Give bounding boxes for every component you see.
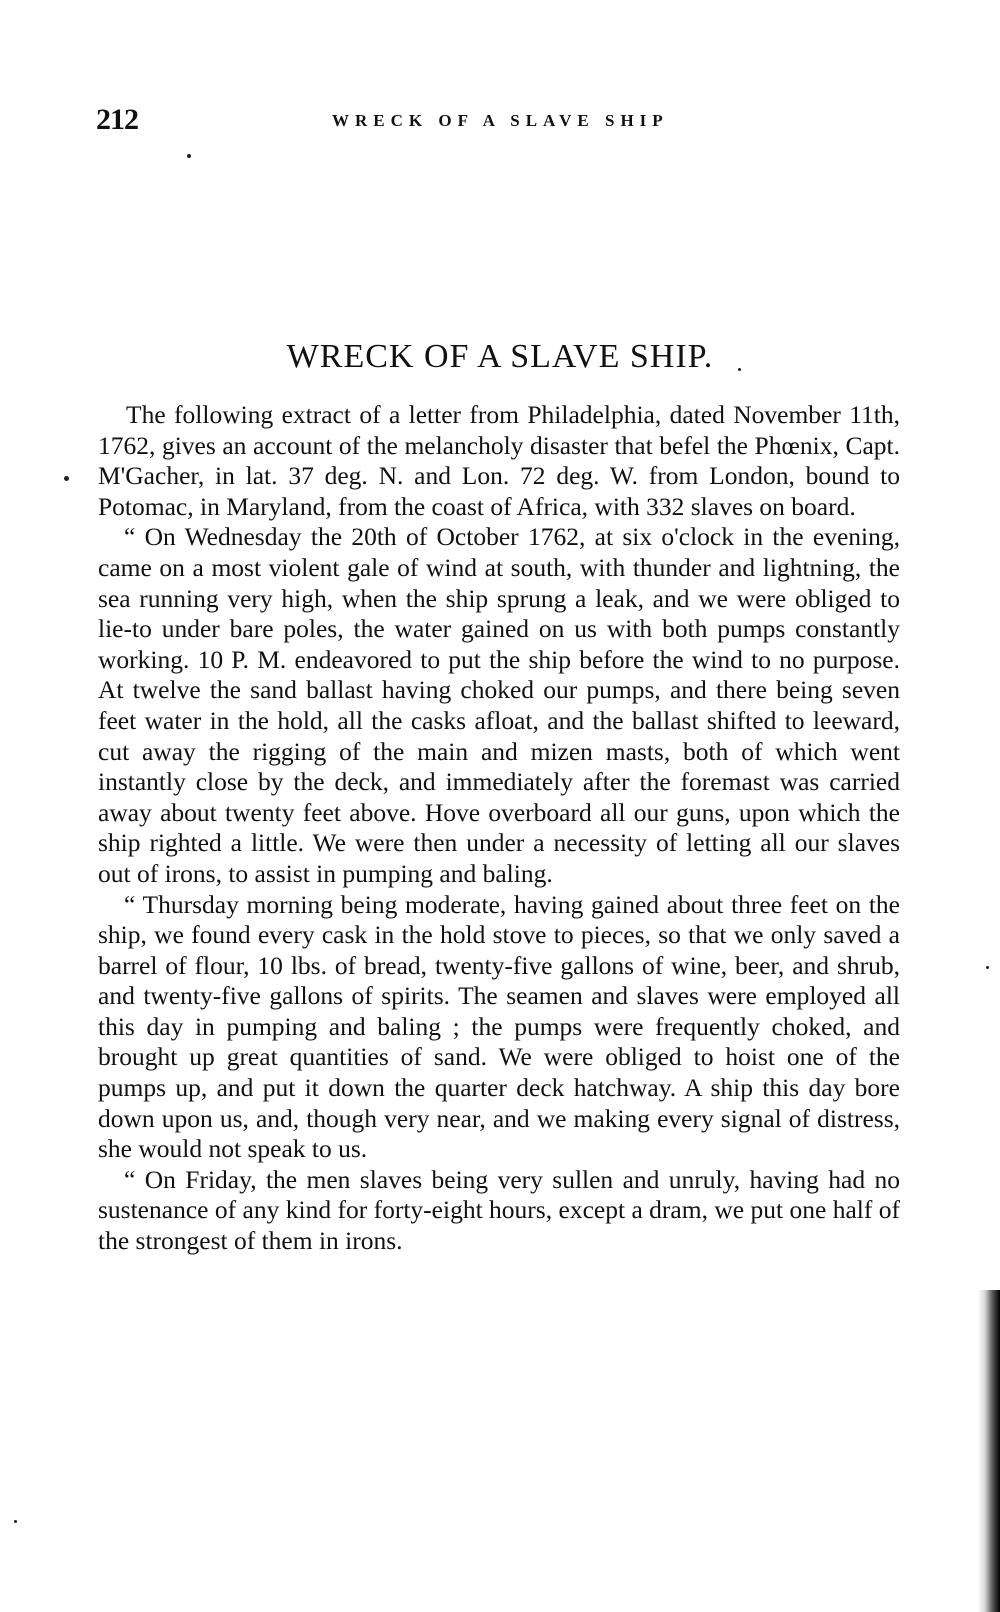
chapter-title: WRECK OF A SLAVE SHIP. xyxy=(286,338,714,375)
paragraph-thursday: “ Thursday morning being moderate, having gained about three feet on the ship, we found every cask in the hold stove to pieces, so that we only saved a barrel of flour, 10 lbs. of bread, twenty-five gallons of wine, beer, and shrub, and twenty-five gallons of spirits. The seamen and slaves were employed all this day in pumping and baling ; the pumps were frequently choked, and brought up great quantities of sand. We were obliged to hoist one of the pumps up, and put it down the quarter deck hatchway. A ship this day bore down upon us, and, though very near, and we making every signal of distress, she would not speak to us. xyxy=(98,889,900,1164)
paragraph-friday: “ On Friday, the men slaves being very sullen and unruly, having had no sustenance of any kind for forty-eight hours, except a dram, we put one half of the strongest of them in irons. xyxy=(98,1164,900,1256)
print-speck xyxy=(187,154,191,158)
print-speck xyxy=(986,966,989,969)
page-edge-shadow xyxy=(978,1290,1000,1612)
paragraph-intro: The following extract of a letter from Philadelphia, dated November 11th, 1762, gives an account of the melancholy disaster that befel the Phœnix, Capt. M'Gacher, in lat. 37 deg. N. and Lon. 72 deg. W. from London, bound to Potomac, in Maryland, from the coast of Africa, with 332 slaves on board. xyxy=(98,400,900,521)
running-head xyxy=(96,103,896,143)
body-text xyxy=(98,400,900,1257)
print-speck xyxy=(64,476,69,481)
paragraph-wednesday: “ On Wednesday the 20th of October 1762, at six o'clock in the evening, came on a most violent gale of wind at south, with thunder and lightning, the sea running very high, when the ship sprung a leak, and we were obliged to lie-to under bare poles, the water gained on us with both pumps constantly working. 10 P. M. endeavored to put the ship before the wind to no purpose. At twelve the sand ballast having choked our pumps, and there being seven feet water in the hold, all the casks afloat, and the ballast shifted to leeward, cut away the rigging of the main and mizen masts, both of which went instantly close by the deck, and immediately after the foremast was carried away about twenty feet above. Hove overboard all our guns, upon which the ship righted a little. We were then under a necessity of letting all our slaves out of irons, to assist in pumping and baling. xyxy=(98,522,900,888)
page-number: 212 xyxy=(96,103,138,136)
running-title: WRECK OF A SLAVE SHIP xyxy=(332,111,669,130)
print-speck xyxy=(14,1520,17,1523)
